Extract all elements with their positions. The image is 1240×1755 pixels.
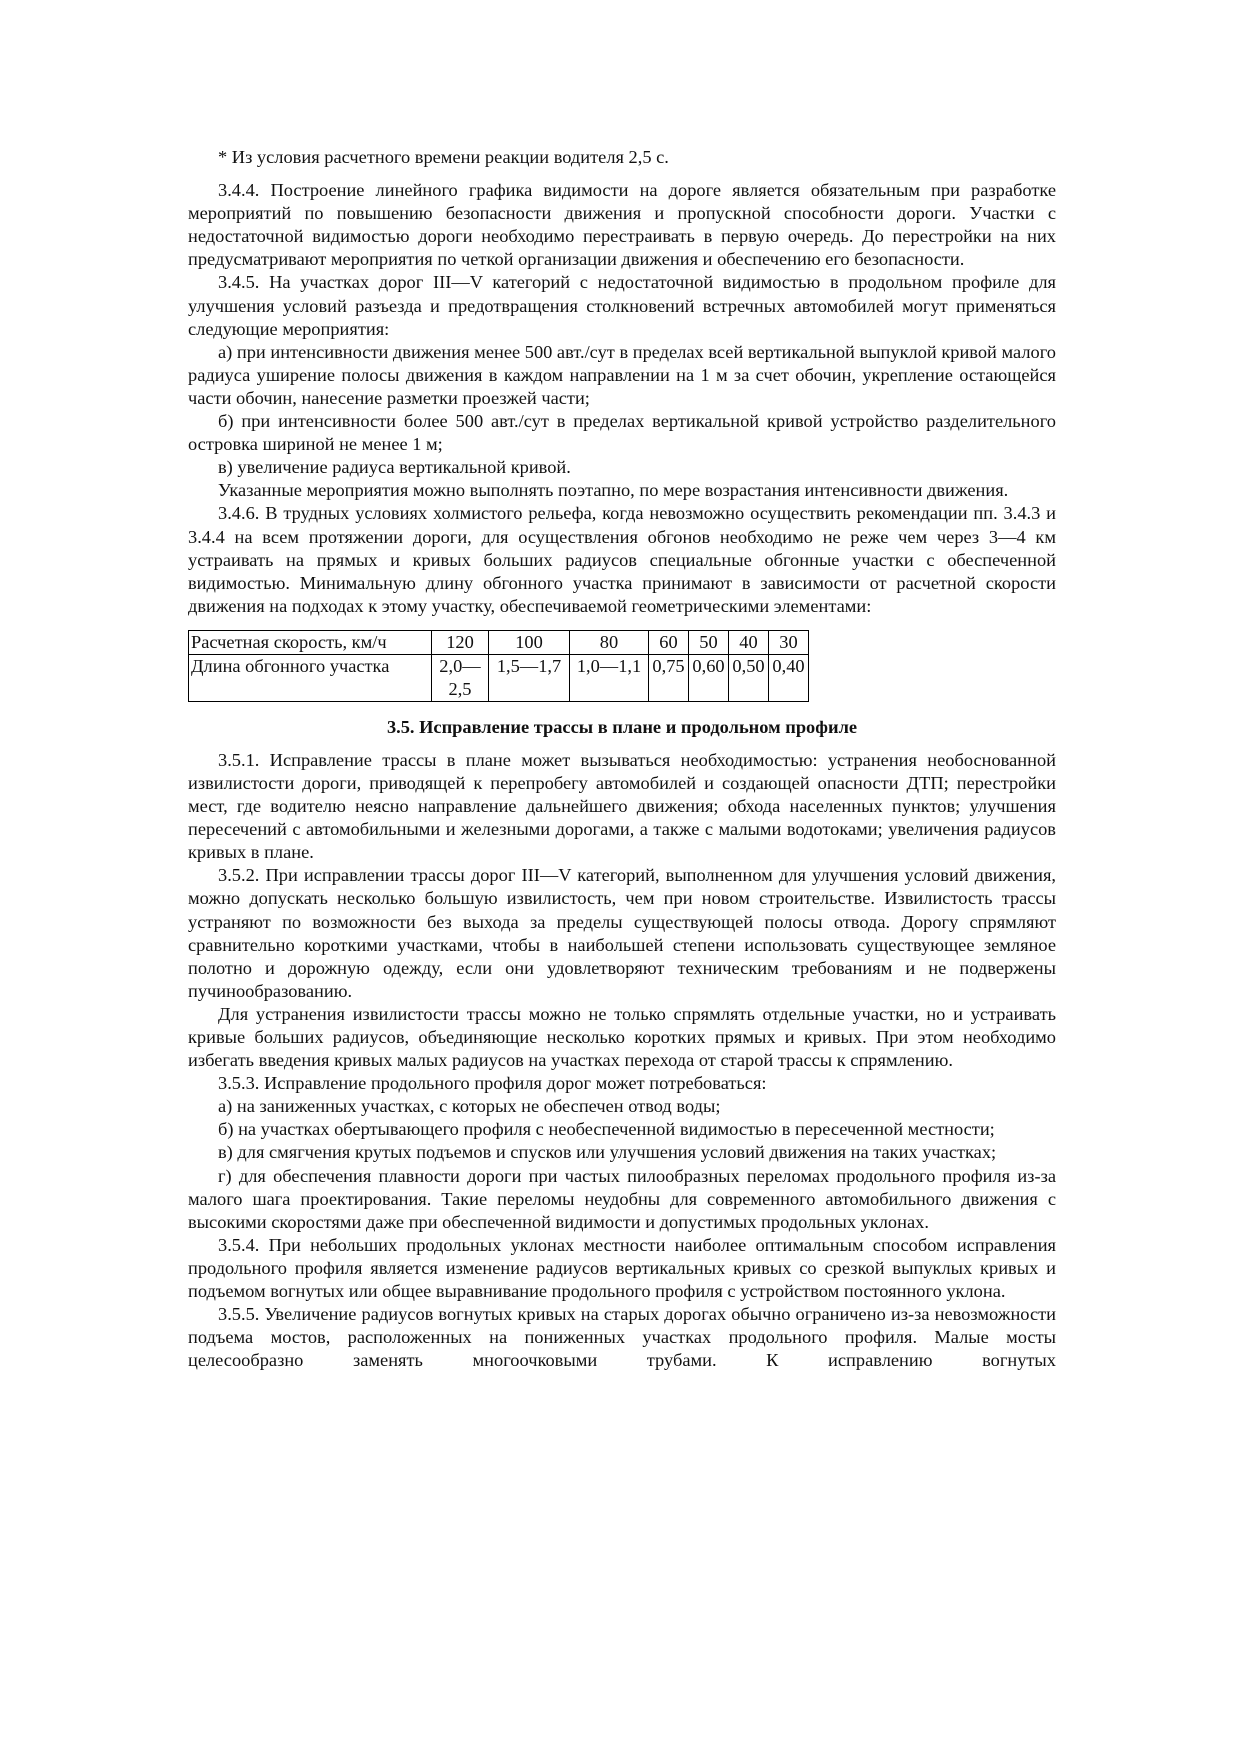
- table-row-speed: [189, 630, 809, 654]
- list-item-b: б) на участках обертывающего профиля с необеспеченной видимостью в пересеченной местности;: [218, 1119, 995, 1140]
- table-cell: 60: [649, 630, 689, 654]
- table-cell: 80: [570, 630, 649, 654]
- section-title: 3.5. Исправление трассы в плане и продольном профиле: [386, 716, 858, 737]
- table-cell: 120: [432, 630, 489, 654]
- paragraph-3-5-5: 3.5.5. Увеличение радиусов вогнутых кривых на старых дорогах обычно ограничено из-за невозможности подъема мостов, расположенных на пониженных участках продольного профиля. Малые мосты целесообразно заменять многоочковыми трубами. К исправлению вогнутых: [188, 1304, 1056, 1371]
- table-cell: 0,40: [769, 654, 809, 701]
- list-item-v: в) для смягчения крутых подъемов и спусков или улучшения условий движения на таких участках;: [218, 1142, 997, 1163]
- table-cell: 50: [689, 630, 729, 654]
- paragraph-curves: Для устранения извилистости трассы можно не только спрямлять отдельные участки, но и устраивать кривые больших радиусов, объединяющие несколько коротких прямых и кривых. При этом необходимо избегать введения кривых малых радиусов на участках перехода от старой трассы к спрямлению.: [188, 1003, 1056, 1071]
- table-cell: 100: [489, 630, 570, 654]
- list-item-g: г) для обеспечения плавности дороги при частых пилообразных переломах продольного профиля из-за малого шага проектирования. Такие переломы неудобны для современного автомобильного движения с высокими скоростями даже при обеспеченной видимости и допустимых продольных уклонах.: [188, 1165, 1056, 1232]
- document-page: [188, 146, 1056, 1372]
- overtaking-length-table: [188, 630, 809, 702]
- table-row-header: Длина обгонного участка: [189, 654, 432, 701]
- footnote: * Из условия расчетного времени реакции водителя 2,5 с.: [218, 147, 669, 167]
- table-row-length: [189, 654, 809, 701]
- table-cell: 0,60: [689, 654, 729, 701]
- table-cell: 1,5—1,7: [489, 654, 570, 701]
- list-item-a: а) на заниженных участках, с которых не обеспечен отвод воды;: [218, 1096, 721, 1117]
- paragraph-note-stages: Указанные мероприятия можно выполнять поэтапно, по мере возрастания интенсивности движения.: [218, 480, 1009, 501]
- table-cell: 40: [729, 630, 769, 654]
- table-row-header: Расчетная скорость, км/ч: [189, 630, 432, 654]
- paragraph-3-4-6: 3.4.6. В трудных условиях холмистого рельефа, когда невозможно осуществить рекомендации пп. 3.4.3 и 3.4.4 на всем протяжении дороги, для осуществления обгонов необходимо не реже чем через 3—4 км устраивать на прямых и кривых больших радиусов специальные обгонные участки с обеспеченной видимостью. Минимальную длину обгонного участка принимают в зависимости от расчетной скорости движения на подходах к этому участку, обеспечиваемой геометрическими элементами:: [188, 503, 1056, 616]
- paragraph-3-5-2: 3.5.2. При исправлении трассы дорог III—V категорий, выполненном для улучшения условий движения, можно допускать несколько большую извилистость, чем при новом строительстве. Извилистость трассы устраняют по возможности без выхода за пределы существующей полосы отвода. Дорогу спрямляют сравнительно короткими участками, чтобы в наибольшей степени использовать существующее земляное полотно и дорожную одежду, если они удовлетворяют техническим требованиям и не подвержены пучинообразованию.: [188, 865, 1056, 1001]
- list-item-b: б) при интенсивности более 500 авт./сут в пределах вертикальной кривой устройство разделительного островка шириной не менее 1 м;: [188, 411, 1056, 455]
- table-cell: 30: [769, 630, 809, 654]
- table-cell: 1,0—1,1: [570, 654, 649, 701]
- paragraph-3-5-4: 3.5.4. При небольших продольных уклонах местности наиболее оптимальным способом исправления продольного профиля является изменение радиусов вертикальных кривых со срезкой выпуклых кривых и подъемом вогнутых или общее выравнивание продольного профиля с устройством постоянного уклона.: [188, 1234, 1056, 1302]
- paragraph-3-5-3: 3.5.3. Исправление продольного профиля дорог может потребоваться:: [218, 1073, 767, 1094]
- list-item-v: в) увеличение радиуса вертикальной кривой.: [218, 457, 571, 478]
- paragraph-3-4-4: 3.4.4. Построение линейного графика видимости на дороге является обязательным при разработке мероприятий по повышению безопасности движения и пропускной способности дороги. Участки с недостаточной видимостью дороги необходимо перестраивать в первую очередь. До перестройки на них предусматривают мероприятия по четкой организации движения и обеспечению его безопасности.: [188, 180, 1056, 270]
- table-cell: 0,75: [649, 654, 689, 701]
- list-item-a: а) при интенсивности движения менее 500 авт./сут в пределах всей вертикальной выпуклой кривой малого радиуса уширение полосы движения в каждом направлении на 1 м за счет обочин, укрепление остающейся части обочин, нанесение разметки проезжей части;: [188, 341, 1056, 408]
- table-cell: 0,50: [729, 654, 769, 701]
- table-cell: 2,0—2,5: [432, 654, 489, 701]
- paragraph-3-5-1: 3.5.1. Исправление трассы в плане может вызываться необходимостью: устранения необоснованной извилистости дороги, приводящей к перепробегу автомобилей и создающей опасности ДТП; перестройки мест, где водителю неясно направление дальнейшего движения; обхода населенных пунктов; улучшения пересечений с автомобильными и железными дорогами, а также с малыми водотоками; увеличения радиусов кривых в плане.: [188, 749, 1056, 863]
- paragraph-3-4-5: 3.4.5. На участках дорог III—V категорий с недостаточной видимостью в продольном профиле для улучшения условий разъезда и предотвращения столкновений встречных автомобилей могут применяться следующие мероприятия:: [188, 272, 1056, 339]
